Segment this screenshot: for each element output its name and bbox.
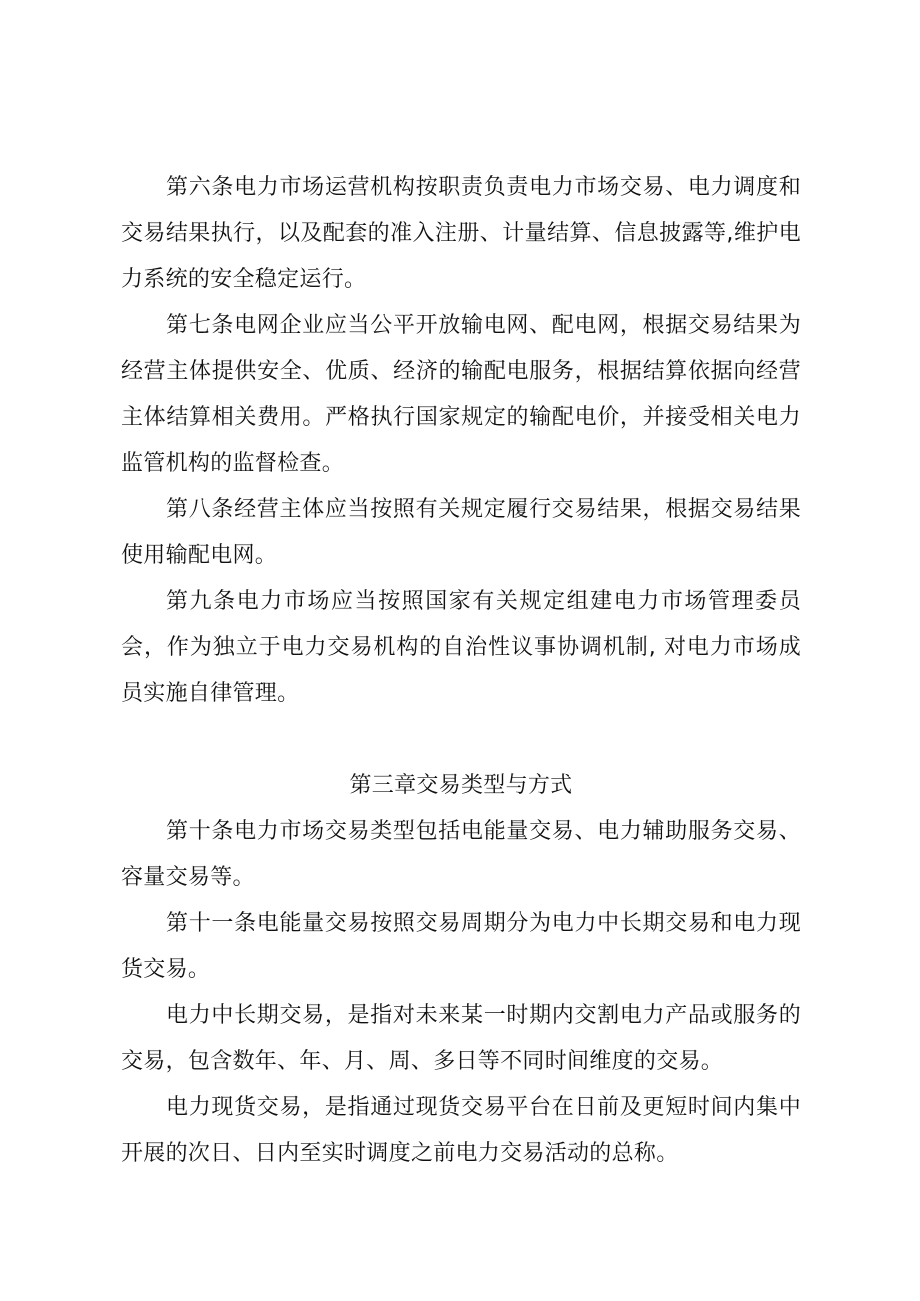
mid-long-term-trading-definition: 电力中长期交易，是指对未来某一时期内交割电力产品或服务的交易，包含数年、年、月、周、多日等不同时间维度的交易。 — [121, 1003, 801, 1074]
article-9: 第九条电力市场应当按照国家有关规定组建电力市场管理委员会，作为独立于电力交易机构的自治性议事协调机制, 对电力市场成员实施自律管理。 — [121, 589, 801, 706]
article-6: 第六条电力市场运营机构按职责负责电力市场交易、电力调度和交易结果执行，以及配套的准入注册、计量结算、信息披露等,维护电力系统的安全稳定运行。 — [121, 175, 801, 292]
article-11: 第十一条电能量交易按照交易周期分为电力中长期交易和电力现货交易。 — [121, 911, 801, 982]
article-8: 第八条经营主体应当按照有关规定履行交易结果，根据交易结果使用输配电网。 — [121, 497, 801, 568]
section-spacer — [121, 717, 801, 763]
spot-trading-definition: 电力现货交易，是指通过现货交易平台在日前及更短时间内集中开展的次日、日内至实时调度之前电力交易活动的总称。 — [121, 1095, 801, 1166]
article-7: 第七条电网企业应当公平开放输电网、配电网，根据交易结果为经营主体提供安全、优质、经济的输配电服务，根据结算依据向经营主体结算相关费用。严格执行国家规定的输配电价，并接受相关电力监管机构的监督检查。 — [121, 313, 801, 476]
document-body — [121, 165, 801, 1177]
article-10: 第十条电力市场交易类型包括电能量交易、电力辅助服务交易、容量交易等。 — [121, 819, 801, 890]
chapter-title: 第三章交易类型与方式 — [349, 773, 573, 798]
